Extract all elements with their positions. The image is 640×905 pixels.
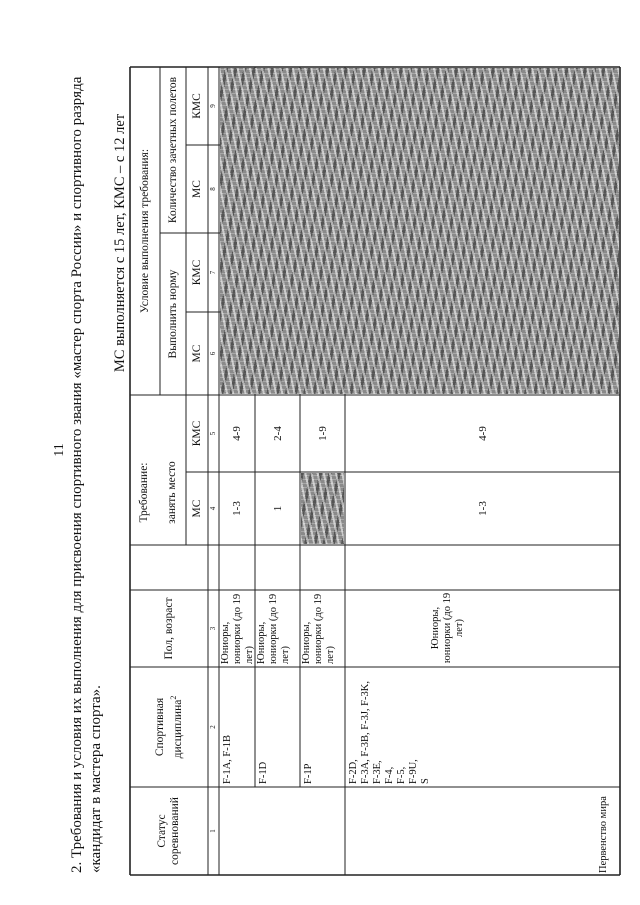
header-ms-flights: МС: [190, 180, 203, 198]
row-kms-place: 4-9: [231, 426, 243, 441]
discipline-line: F-2D,: [348, 759, 359, 784]
header-discipline: [130, 667, 208, 787]
header-ms-place: МС: [190, 499, 203, 518]
age-requirement-note: МС выполняется с 15 лет, КМС – с 12 лет: [112, 113, 128, 373]
row-ms-place: 1-3: [231, 501, 243, 516]
header-sex-age: Пол, возраст: [162, 597, 175, 660]
header-discipline-footnote: 2: [168, 695, 178, 700]
page-number: 11: [52, 443, 67, 457]
row-sex-age: Юниоры, юниорки (до 19 лет): [256, 593, 291, 664]
row-kms-place: 4-9: [476, 426, 489, 441]
header-norm: Выполнить норму: [166, 269, 179, 359]
discipline-line: F-3E,: [372, 760, 383, 784]
discipline-line: F-5,: [396, 766, 407, 784]
column-number: 8: [209, 187, 217, 191]
row-discipline: F-1D: [258, 761, 269, 784]
section-heading: 2. Требования и условия их выполнения для присвоения спортивного звания «мастер спорта России» и спортивного разряда «кандидат в мастера спорта».: [69, 76, 104, 873]
header-flights: Количество зачетных полетов: [166, 76, 179, 224]
column-number: 4: [209, 506, 217, 511]
row-sex-age: Юниоры, юниорки (до 19 лет): [430, 592, 465, 664]
header-kms-place: КМС: [190, 420, 203, 447]
row-discipline: F-1A, F-1B: [222, 734, 233, 784]
discipline-line: F-9U,: [408, 759, 419, 784]
discipline-line: F-4,: [384, 766, 395, 784]
header-requirement: Требование:: [137, 462, 150, 523]
header-ms-norm: МС: [190, 344, 203, 363]
row-sex-age: Юниоры, юниорки (до 19 лет): [220, 593, 255, 664]
row-kms-place: 2-4: [271, 426, 284, 441]
row-sex-age: Юниоры, юниорки (до 19 лет): [301, 593, 336, 664]
header-kms-flights: КМС: [190, 93, 203, 119]
discipline-line: F-3A, F-3B, F-3J, F-3K,: [360, 681, 371, 784]
column-number: 1: [209, 829, 217, 833]
column-number: 7: [209, 270, 217, 275]
column-number: 9: [209, 104, 217, 108]
column-number: 3: [209, 626, 217, 631]
row-kms-place: 1-9: [316, 426, 329, 441]
scan-noise-area: [220, 68, 619, 394]
row-ms-place: 1-3: [476, 501, 489, 516]
header-condition: Условие выполнения требования:: [138, 148, 151, 314]
column-number: 2: [209, 725, 217, 729]
header-discipline-label: Спортивная дисциплина: [153, 697, 184, 759]
header-kms-norm: КМС: [190, 259, 203, 286]
row-discipline-list: [348, 669, 432, 784]
scan-noise-area: [301, 473, 344, 544]
row-ms-place: 1: [271, 505, 284, 512]
header-status: Статус соревнований: [156, 797, 181, 865]
row-discipline: F-1P: [303, 763, 314, 784]
discipline-line: S: [420, 778, 431, 784]
header-take-place: занять место: [165, 461, 178, 524]
status-value: Первенство мира: [598, 796, 609, 873]
column-number: 5: [209, 431, 217, 436]
column-number: 6: [209, 351, 217, 356]
